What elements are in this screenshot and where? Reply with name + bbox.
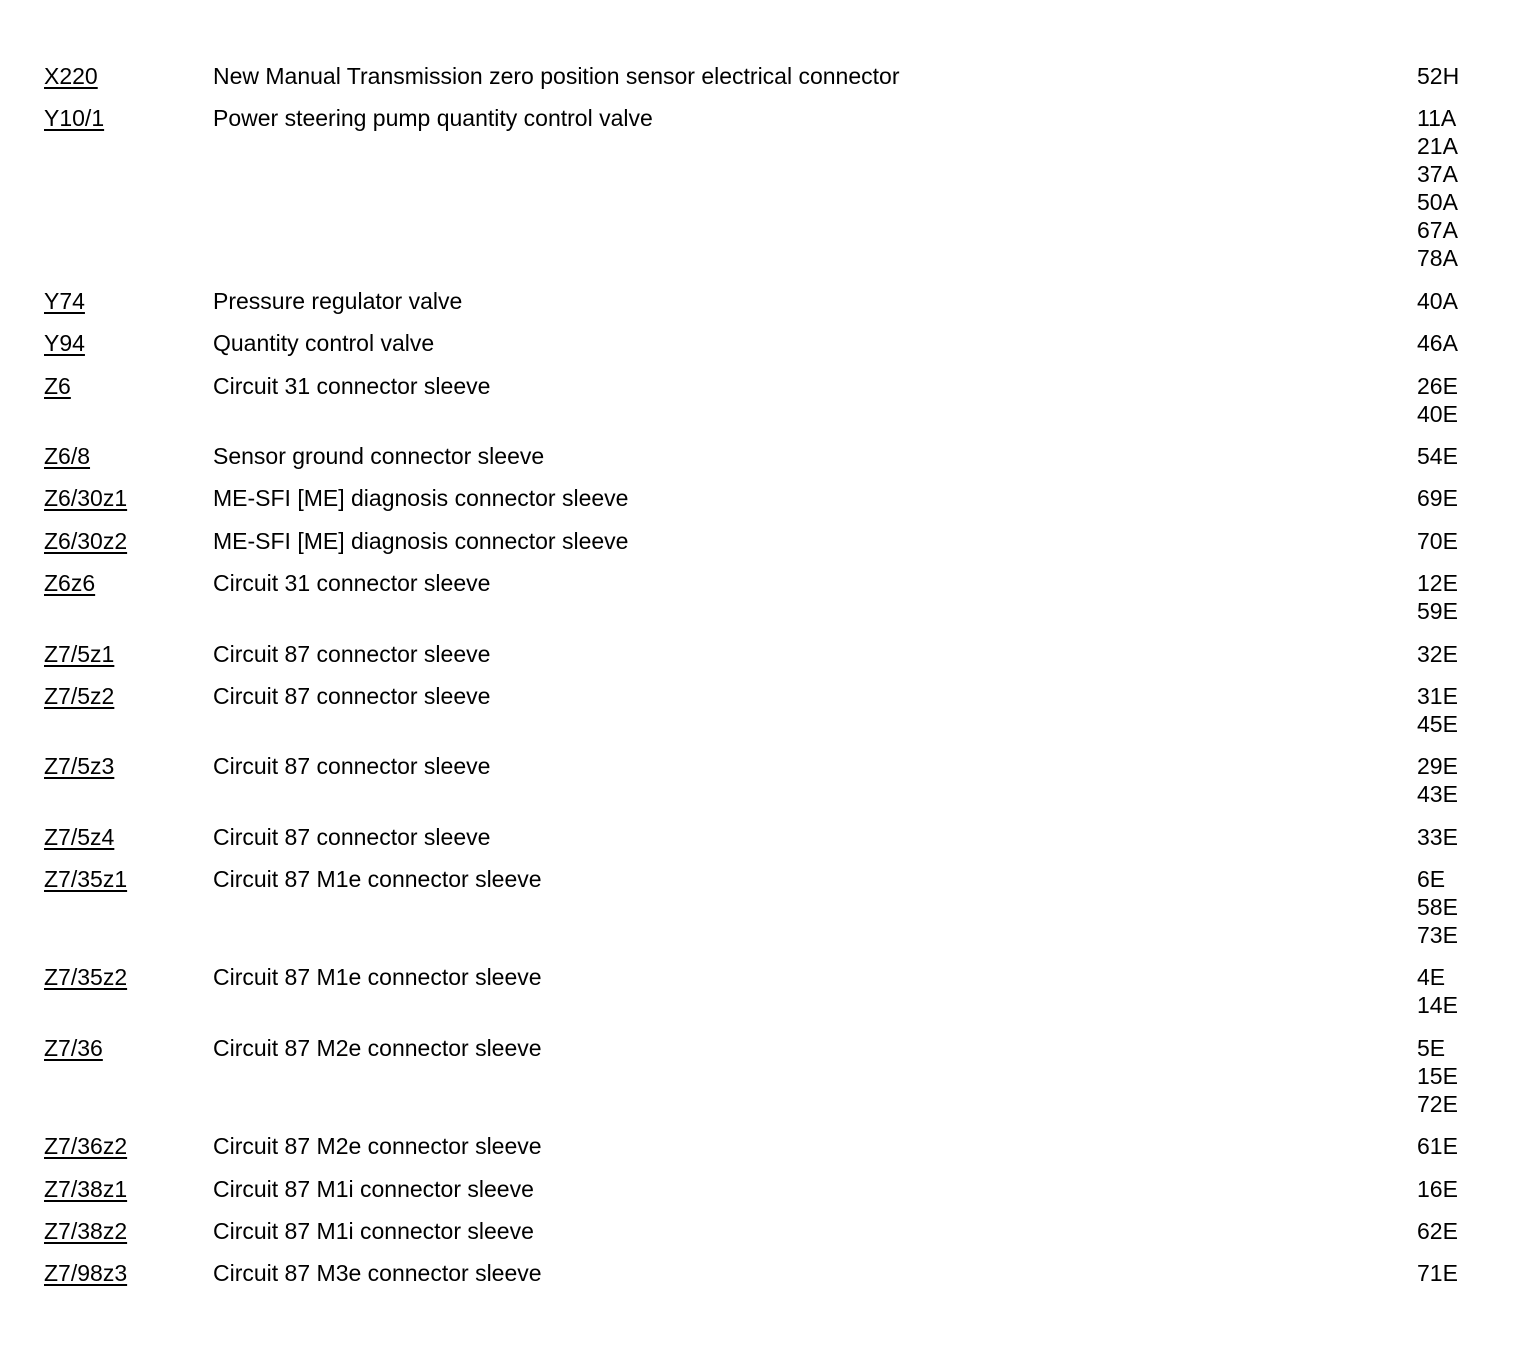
component-description: ME-SFI [ME] diagnosis connector sleeve	[213, 485, 629, 512]
component-code-cell	[44, 963, 213, 991]
grid-reference: 29E	[1417, 753, 1458, 780]
grid-reference-list	[1417, 752, 1464, 808]
grid-reference: 54E	[1417, 442, 1458, 469]
legend-row	[44, 1132, 1464, 1160]
legend-row	[44, 372, 1464, 428]
grid-reference: 78A	[1417, 245, 1458, 272]
component-code-link[interactable]: Z7/5z2	[44, 682, 115, 709]
component-description: Circuit 87 connector sleeve	[213, 682, 491, 709]
grid-reference: 26E	[1417, 372, 1458, 399]
legend-row	[44, 527, 1464, 555]
grid-reference: 73E	[1417, 922, 1458, 949]
grid-reference: 71E	[1417, 1260, 1458, 1287]
component-description: Pressure regulator valve	[213, 287, 463, 314]
grid-reference: 14E	[1417, 992, 1458, 1019]
component-description: Circuit 31 connector sleeve	[213, 372, 491, 399]
legend-row	[44, 329, 1464, 357]
grid-reference-list	[1417, 372, 1464, 428]
legend-row	[44, 62, 1464, 90]
grid-reference: 5E	[1417, 1034, 1446, 1061]
grid-reference-list	[1417, 682, 1464, 738]
grid-reference: 50A	[1417, 189, 1458, 216]
component-code-cell	[44, 1175, 213, 1203]
legend-row	[44, 1217, 1464, 1245]
grid-reference: 40A	[1417, 287, 1458, 314]
component-description: Circuit 87 M1i connector sleeve	[213, 1175, 534, 1202]
component-code-link[interactable]: Z7/38z2	[44, 1218, 128, 1245]
component-code-cell	[44, 1217, 213, 1245]
legend-row	[44, 963, 1464, 1019]
grid-reference: 70E	[1417, 527, 1458, 554]
grid-reference-list	[1417, 823, 1464, 851]
grid-reference: 40E	[1417, 400, 1458, 427]
grid-reference-list	[1417, 104, 1464, 272]
grid-reference: 4E	[1417, 964, 1446, 991]
grid-reference-list	[1417, 527, 1464, 555]
legend-row	[44, 569, 1464, 625]
grid-reference-list	[1417, 1259, 1464, 1287]
component-code-link[interactable]: Z6z6	[44, 570, 96, 597]
component-description: Sensor ground connector sleeve	[213, 442, 545, 469]
grid-reference-list	[1417, 329, 1464, 357]
component-code-cell	[44, 1259, 213, 1287]
grid-reference-list	[1417, 62, 1464, 90]
grid-reference: 33E	[1417, 823, 1458, 850]
grid-reference: 15E	[1417, 1062, 1458, 1089]
legend-row	[44, 484, 1464, 512]
grid-reference: 16E	[1417, 1175, 1458, 1202]
component-code-link[interactable]: Z7/5z3	[44, 753, 115, 780]
component-code-cell	[44, 752, 213, 780]
component-description: Circuit 87 M1e connector sleeve	[213, 964, 542, 991]
component-code-link[interactable]: Z7/5z1	[44, 640, 115, 667]
component-code-cell	[44, 823, 213, 851]
component-code-cell	[44, 1034, 213, 1062]
component-code-link[interactable]: Z7/36	[44, 1034, 103, 1061]
grid-reference: 37A	[1417, 161, 1458, 188]
legend-row	[44, 1259, 1464, 1287]
grid-reference-list	[1417, 963, 1464, 1019]
grid-reference: 43E	[1417, 781, 1458, 808]
component-code-link[interactable]: Z7/36z2	[44, 1133, 128, 1160]
component-code-cell	[44, 372, 213, 400]
legend-row	[44, 752, 1464, 808]
grid-reference-list	[1417, 442, 1464, 470]
component-description: Circuit 87 M3e connector sleeve	[213, 1260, 542, 1287]
grid-reference-list	[1417, 640, 1464, 668]
grid-reference-list	[1417, 484, 1464, 512]
component-description: ME-SFI [ME] diagnosis connector sleeve	[213, 527, 629, 554]
grid-reference-list	[1417, 569, 1464, 625]
component-code-cell	[44, 329, 213, 357]
grid-reference: 59E	[1417, 598, 1458, 625]
grid-reference: 31E	[1417, 682, 1458, 709]
legend-row	[44, 1034, 1464, 1118]
component-code-link[interactable]: Y74	[44, 287, 85, 314]
grid-reference-list	[1417, 287, 1464, 315]
component-description: Circuit 87 M1i connector sleeve	[213, 1218, 534, 1245]
grid-reference: 45E	[1417, 710, 1458, 737]
component-description: Circuit 87 M1e connector sleeve	[213, 866, 542, 893]
component-code-cell	[44, 1132, 213, 1160]
grid-reference: 72E	[1417, 1090, 1458, 1117]
component-description: Circuit 87 connector sleeve	[213, 640, 491, 667]
component-code-cell	[44, 527, 213, 555]
grid-reference: 6E	[1417, 866, 1446, 893]
component-code-link[interactable]: Z6/8	[44, 442, 91, 469]
component-legend-list	[44, 62, 1464, 1302]
component-code-cell	[44, 287, 213, 315]
legend-row	[44, 1175, 1464, 1203]
component-code-link[interactable]: Y10/1	[44, 105, 105, 132]
legend-row	[44, 865, 1464, 949]
component-code-cell	[44, 640, 213, 668]
component-code-cell	[44, 569, 213, 597]
component-description: Circuit 87 M2e connector sleeve	[213, 1133, 542, 1160]
component-code-link[interactable]: Z6/30z1	[44, 485, 128, 512]
legend-row	[44, 442, 1464, 470]
component-description: Power steering pump quantity control valve	[213, 105, 653, 132]
component-description: Circuit 87 connector sleeve	[213, 823, 491, 850]
component-code-cell	[44, 442, 213, 470]
component-code-link[interactable]: Z7/35z1	[44, 866, 128, 893]
grid-reference: 12E	[1417, 570, 1458, 597]
grid-reference: 61E	[1417, 1133, 1458, 1160]
component-code-link[interactable]: Z6	[44, 372, 71, 399]
component-code-cell	[44, 484, 213, 512]
grid-reference: 67A	[1417, 217, 1458, 244]
component-code-cell	[44, 104, 213, 132]
component-code-cell	[44, 865, 213, 893]
component-code-link[interactable]: Z7/98z3	[44, 1260, 128, 1287]
component-code-cell	[44, 62, 213, 90]
legend-row	[44, 823, 1464, 851]
legend-row	[44, 104, 1464, 272]
grid-reference: 32E	[1417, 640, 1458, 667]
grid-reference: 11A	[1417, 105, 1457, 132]
component-code-link[interactable]: Z7/5z4	[44, 823, 115, 850]
grid-reference: 52H	[1417, 63, 1460, 89]
grid-reference-list	[1417, 1034, 1464, 1118]
grid-reference-list	[1417, 1132, 1464, 1160]
grid-reference-list	[1417, 1175, 1464, 1203]
grid-reference: 62E	[1417, 1218, 1458, 1245]
component-description: Circuit 87 connector sleeve	[213, 753, 491, 780]
component-description: Circuit 31 connector sleeve	[213, 570, 491, 597]
grid-reference-list	[1417, 1217, 1464, 1245]
component-code-link[interactable]: Z7/38z1	[44, 1175, 128, 1202]
component-code-link[interactable]: Y94	[44, 330, 85, 357]
grid-reference: 21A	[1417, 133, 1458, 160]
component-description: New Manual Transmission zero position sensor electrical connector	[213, 63, 900, 89]
component-code-link[interactable]: Z7/35z2	[44, 964, 128, 991]
component-code-link[interactable]: X220	[44, 63, 98, 89]
component-code-link[interactable]: Z6/30z2	[44, 527, 128, 554]
component-code-cell	[44, 682, 213, 710]
legend-row	[44, 640, 1464, 668]
component-description: Circuit 87 M2e connector sleeve	[213, 1034, 542, 1061]
component-description: Quantity control valve	[213, 330, 435, 357]
grid-reference: 69E	[1417, 485, 1458, 512]
grid-reference: 58E	[1417, 894, 1458, 921]
legend-row	[44, 682, 1464, 738]
grid-reference: 46A	[1417, 330, 1458, 357]
legend-row	[44, 287, 1464, 315]
grid-reference-list	[1417, 865, 1464, 949]
